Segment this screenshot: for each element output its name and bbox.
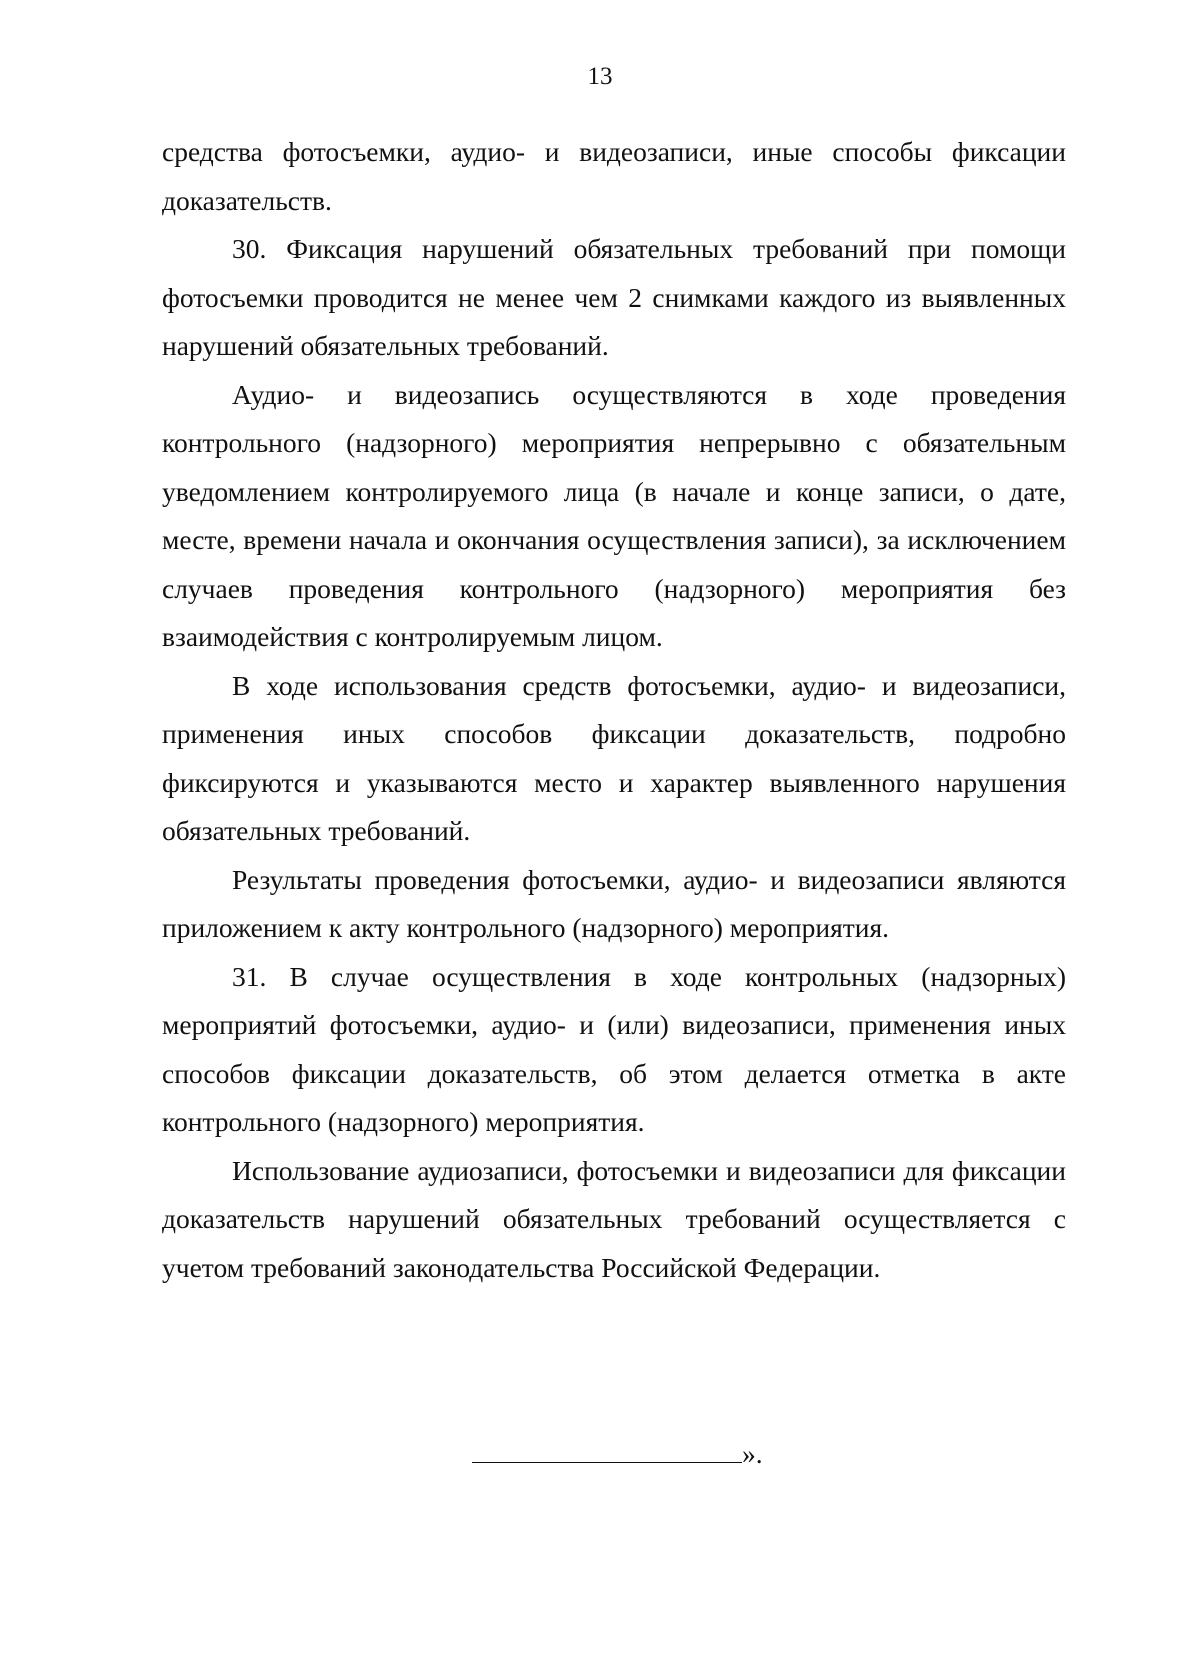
page-number: 13 bbox=[587, 63, 613, 90]
paragraph-continuation: средства фотосъемки, аудио- и видеозаписи, иные способы фиксации доказательств. bbox=[162, 136, 1066, 216]
closing-quote-mark: ». bbox=[742, 1438, 763, 1469]
paragraph-results: Результаты проведения фотосъемки, аудио- и видеозаписи являются приложением к акту контрольного (надзорного) мероприятия. bbox=[162, 863, 1066, 943]
paragraph-item-30: 30. Фиксация нарушений обязательных требований при помощи фотосъемки проводится не менее чем 2 снимками каждого из выявленных нарушений обязательных требований. bbox=[162, 233, 1066, 361]
closing-rule bbox=[472, 1462, 742, 1463]
closing-line bbox=[472, 1437, 763, 1471]
paragraph-item-31: 31. В случае осуществления в ходе контрольных (надзорных) мероприятий фотосъемки, аудио- и (или) видеозаписи, применения иных способов фиксации доказательств, об этом делается отметка в акте контрольного (надзорного) мероприятия. bbox=[162, 960, 1066, 1137]
document-body bbox=[162, 128, 1066, 1292]
paragraph-legislation: Использование аудиозаписи, фотосъемки и видеозаписи для фиксации доказательств нарушений обязательных требований осуществляется с учетом требований законодательства Российской Федерации. bbox=[162, 1154, 1066, 1283]
paragraph-audio-video: Аудио- и видеозапись осуществляются в ходе проведения контрольного (надзорного) мероприятия непрерывно с обязательным уведомлением контролируемого лица (в начале и конце записи, о дате, месте, времени начала и окончания осуществления записи), за исключением случаев проведения контрольного (надзорного) мероприятия без взаимодействия с контролируемым лицом. bbox=[162, 378, 1066, 652]
paragraph-recording-usage: В ходе использования средств фотосъемки, аудио- и видеозаписи, применения иных способов фиксации доказательств, подробно фиксируются и указываются место и характер выявленного нарушения обязательных требований. bbox=[162, 669, 1066, 846]
